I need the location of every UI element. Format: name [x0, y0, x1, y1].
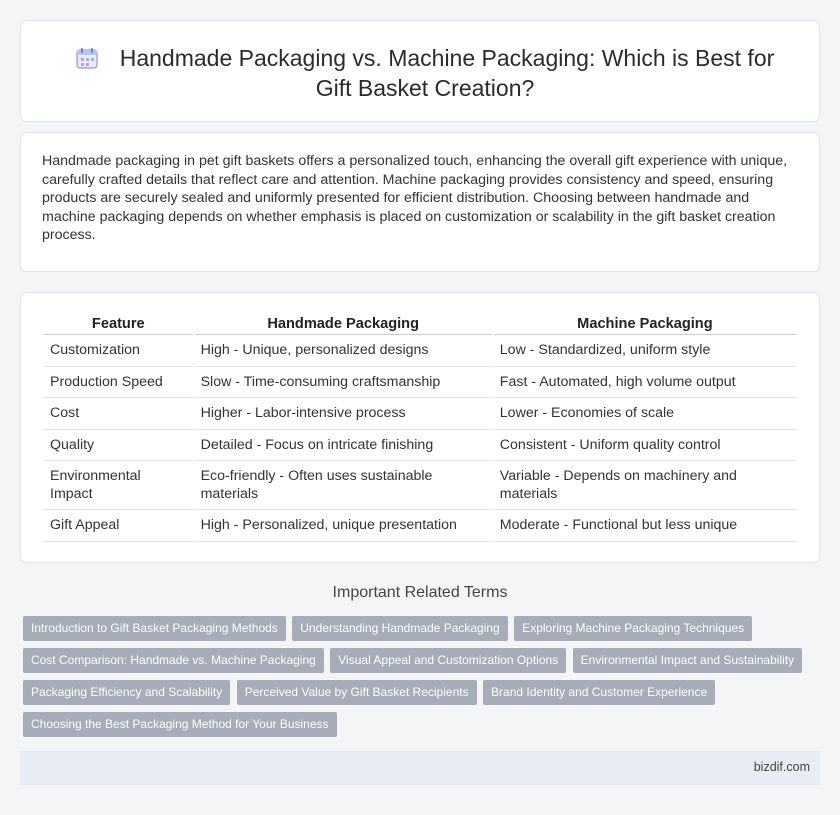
- related-term-tag[interactable]: Packaging Efficiency and Scalability: [23, 680, 230, 705]
- table-row: [44, 510, 796, 542]
- comparison-table: [42, 313, 798, 542]
- related-term-tag[interactable]: Environmental Impact and Sustainability: [573, 648, 802, 673]
- cell-machine: Lower - Economies of scale: [494, 398, 796, 430]
- header-feature: Feature: [44, 313, 193, 335]
- cell-feature: Environmental Impact: [44, 461, 193, 510]
- cell-machine: Low - Standardized, uniform style: [494, 335, 796, 367]
- cell-feature: Customization: [44, 335, 193, 367]
- cell-handmade: Eco-friendly - Often uses sustainable materials: [195, 461, 492, 510]
- title-card: [20, 20, 820, 122]
- header-handmade: Handmade Packaging: [195, 313, 492, 335]
- cell-machine: Variable - Depends on machinery and materials: [494, 461, 796, 510]
- page-title-block: [61, 43, 789, 103]
- intro-card: [20, 132, 820, 272]
- related-term-tag[interactable]: Choosing the Best Packaging Method for Your Business: [23, 712, 337, 737]
- comparison-card: [20, 292, 820, 563]
- related-term-tag[interactable]: Exploring Machine Packaging Techniques: [514, 616, 752, 641]
- cell-machine: Fast - Automated, high volume output: [494, 367, 796, 399]
- table-row: [44, 430, 796, 462]
- table-row: [44, 398, 796, 430]
- footer-brand-link[interactable]: bizdif.com: [753, 760, 810, 774]
- related-term-tag[interactable]: Understanding Handmade Packaging: [292, 616, 507, 641]
- related-term-tag[interactable]: Visual Appeal and Customization Options: [330, 648, 566, 673]
- related-term-tag[interactable]: Brand Identity and Customer Experience: [483, 680, 715, 705]
- cell-machine: Consistent - Uniform quality control: [494, 430, 796, 462]
- table-header-row: [44, 313, 796, 335]
- cell-handmade: High - Personalized, unique presentation: [195, 510, 492, 542]
- cell-handmade: Slow - Time-consuming craftsmanship: [195, 367, 492, 399]
- related-terms-list: [23, 616, 813, 744]
- cell-feature: Gift Appeal: [44, 510, 193, 542]
- cell-handmade: High - Unique, personalized designs: [195, 335, 492, 367]
- table-row: [44, 461, 796, 510]
- cell-machine: Moderate - Functional but less unique: [494, 510, 796, 542]
- related-term-tag[interactable]: Cost Comparison: Handmade vs. Machine Packaging: [23, 648, 324, 673]
- page-title: Handmade Packaging vs. Machine Packaging: Which is Best for Gift Basket Creation?: [119, 45, 775, 101]
- intro-paragraph: Handmade packaging in pet gift baskets offers a personalized touch, enhancing the overall gift experience with unique, carefully crafted details that reflect care and attention. Machine packaging provides consistency and speed, ensuring products are securely sealed and uniformly presented for efficient distribution. Choosing between handmade and machine packaging depends on whether emphasis is placed on customization or scalability in the gift basket creation process.: [42, 153, 788, 243]
- table-row: [44, 367, 796, 399]
- cell-handmade: Higher - Labor-intensive process: [195, 398, 492, 430]
- related-term-tag[interactable]: Perceived Value by Gift Basket Recipients: [237, 680, 477, 705]
- table-row: [44, 335, 796, 367]
- footer-bar: [20, 751, 820, 785]
- related-term-tag[interactable]: Introduction to Gift Basket Packaging Methods: [23, 616, 286, 641]
- related-terms-heading: Important Related Terms: [332, 584, 508, 601]
- cell-handmade: Detailed - Focus on intricate finishing: [195, 430, 492, 462]
- header-machine: Machine Packaging: [494, 313, 796, 335]
- calendar-icon: [76, 47, 98, 69]
- cell-feature: Production Speed: [44, 367, 193, 399]
- cell-feature: Quality: [44, 430, 193, 462]
- cell-feature: Cost: [44, 398, 193, 430]
